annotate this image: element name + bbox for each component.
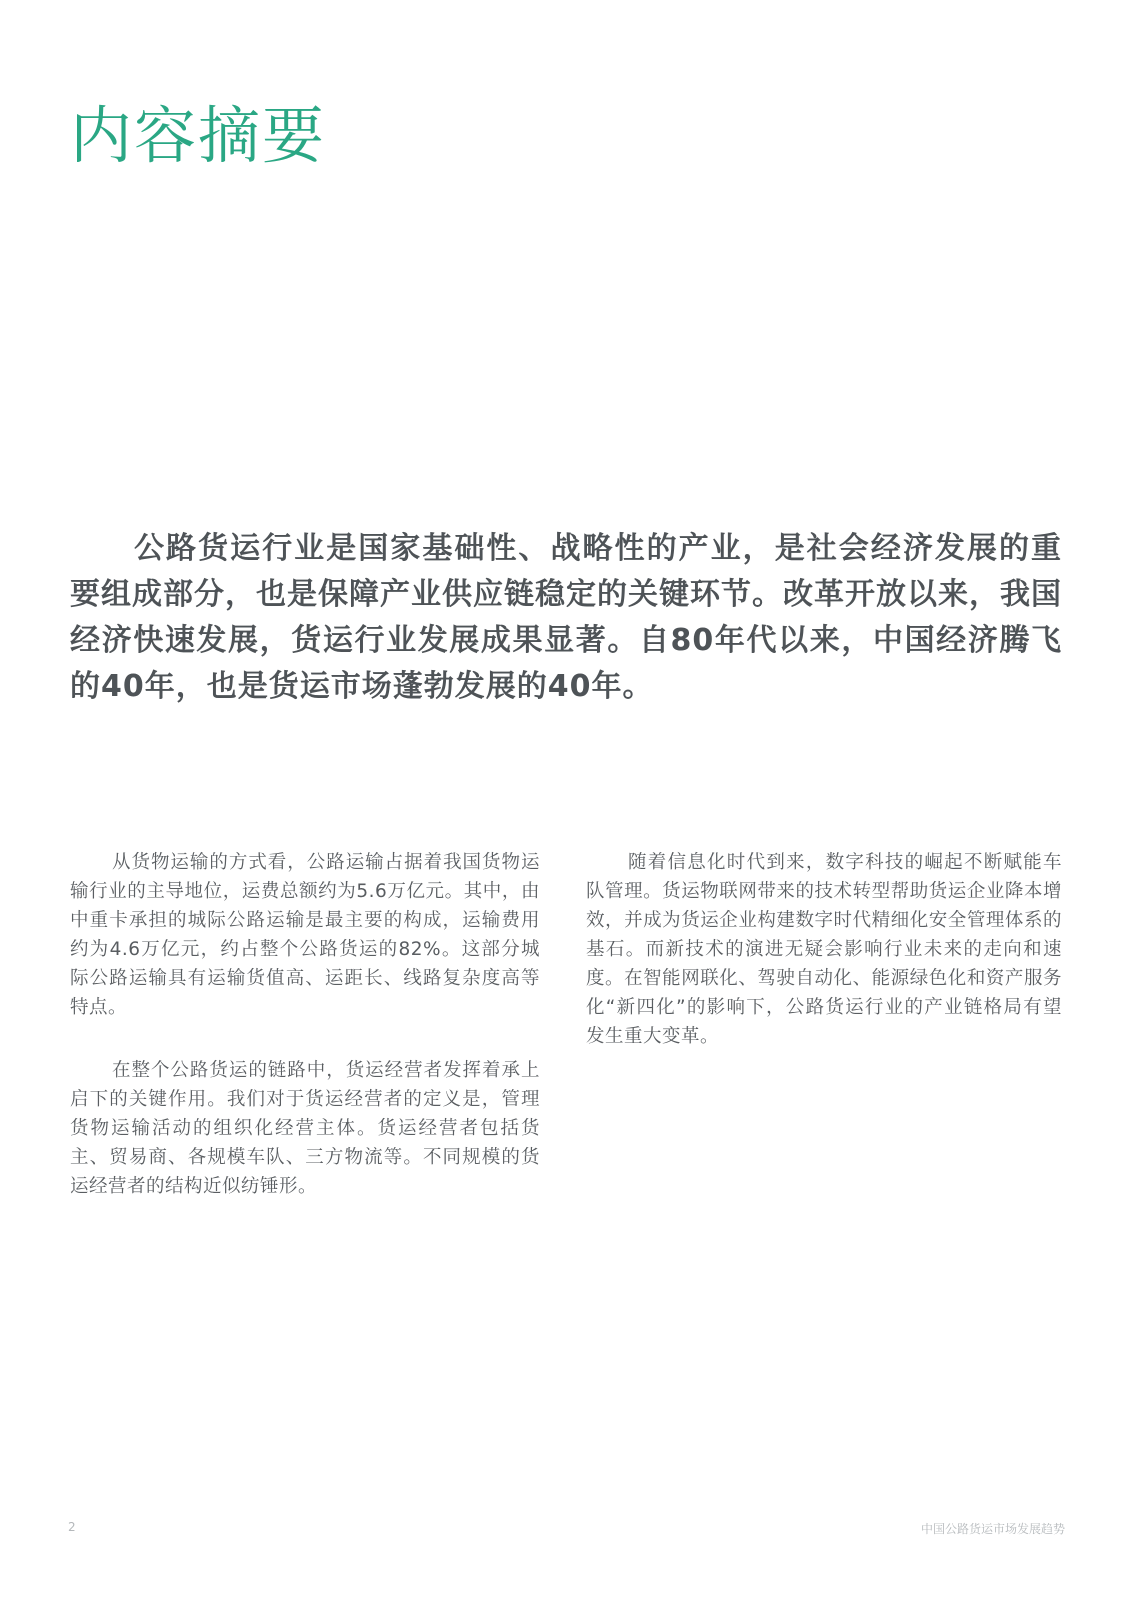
page-title: 内容摘要 bbox=[70, 99, 327, 172]
right-paragraph-1: 随着信息化时代到来，数字科技的崛起不断赋能车队管理。货运物联网带来的技术转型帮助货运企业降本增效，并成为货运企业构建数字时代精细化安全管理体系的基石。而新技术的演进无疑会影响行业未来的走向和速度。在智能网联化、驾驶自动化、能源绿色化和资产服务化“新四化”的影响下，公路货运行业的产业链格局有望发生重大变革。 bbox=[586, 852, 1062, 1047]
intro-paragraph: 公路货运行业是国家基础性、战略性的产业，是社会经济发展的重要组成部分，也是保障产业供应链稳定的关键环节。改革开放以来，我国经济快速发展，货运行业发展成果显著。自80年代以来，中国经济腾飞的40年，也是货运市场蓬勃发展的40年。 bbox=[70, 531, 1062, 704]
page-number: 2 bbox=[68, 1520, 76, 1534]
left-paragraph-2: 在整个公路货运的链路中，货运经营者发挥着承上启下的关键作用。我们对于货运经营者的定义是，管理货物运输活动的组织化经营主体。货运经营者包括货主、贸易商、各规模车队、三方物流等。不同规模的货运经营者的结构近似纺锤形。 bbox=[70, 1060, 540, 1197]
right-column bbox=[586, 848, 1062, 1085]
footer-document-title: 中国公路货运市场发展趋势 bbox=[920, 1522, 1065, 1536]
left-column bbox=[70, 848, 540, 1235]
left-paragraph-1: 从货物运输的方式看，公路运输占据着我国货物运输行业的主导地位，运费总额约为5.6万亿元。其中，由中重卡承担的城际公路运输是最主要的构成，运输费用约为4.6万亿元，约占整个公路货运的82%。这部分城际公路运输具有运输货值高、运距长、线路复杂度高等特点。 bbox=[70, 852, 540, 1018]
